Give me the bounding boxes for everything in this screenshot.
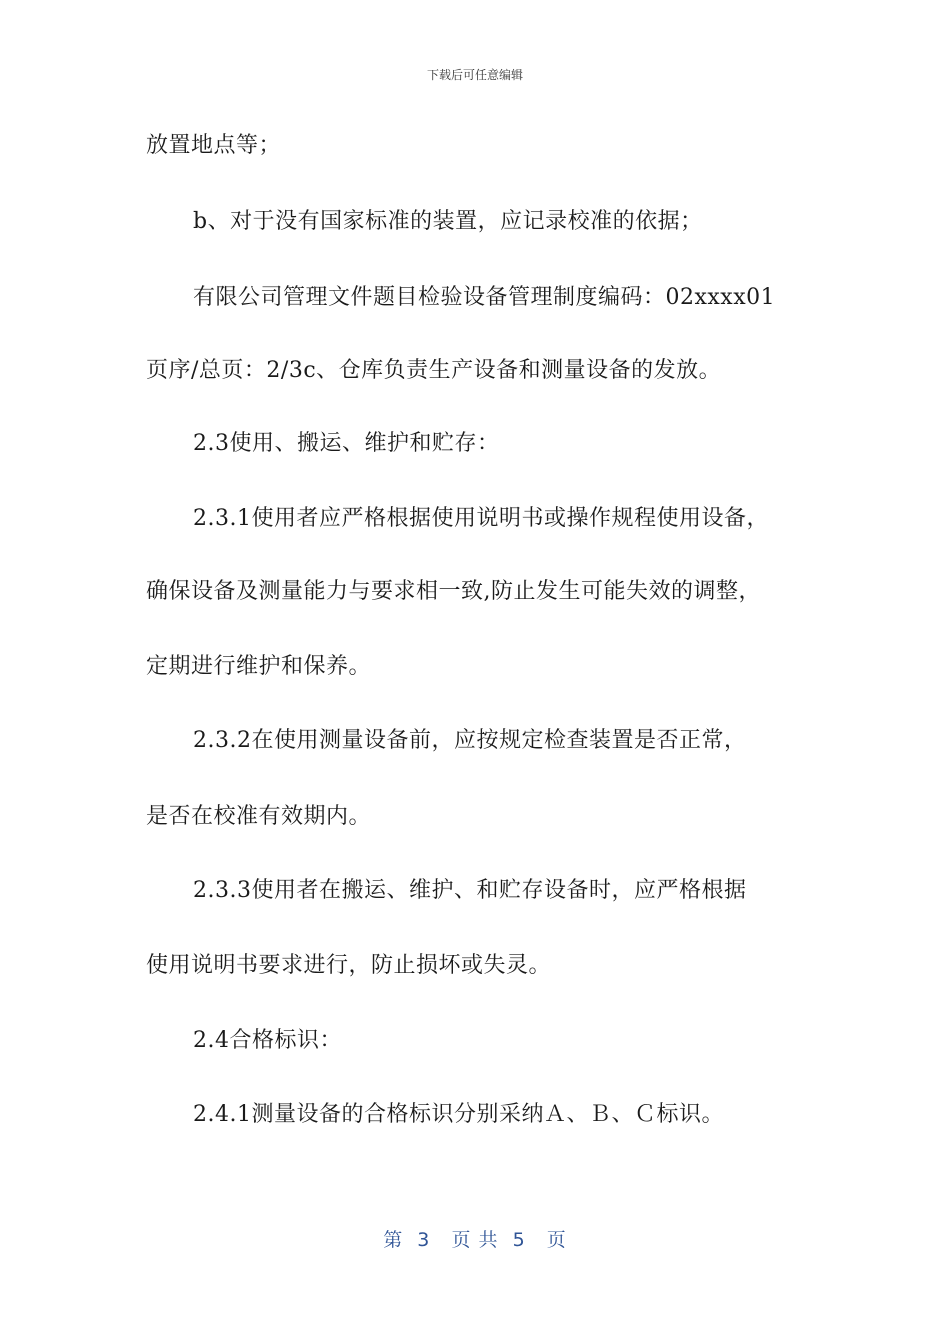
section-heading: 2.3使用、搬运、维护和贮存：: [193, 431, 500, 456]
body-line: 2.3.2在使用测量设备前，应按规定检查装置是否正常，: [193, 728, 747, 753]
body-line: 有限公司管理文件题目检验设备管理制度编码：02xxxx01: [193, 285, 776, 310]
page-number-footer: 第 3 页 共 5 页: [383, 1229, 567, 1251]
body-line: 是否在校准有效期内。: [146, 804, 372, 829]
body-line: b、对于没有国家标准的装置，应记录校准的依据；: [193, 209, 703, 234]
body-line: 放置地点等；: [146, 133, 282, 158]
body-line: 使用说明书要求进行，防止损坏或失灵。: [146, 953, 552, 978]
body-line: 2.4.1测量设备的合格标识分别采纳Ａ、Ｂ、Ｃ标识。: [193, 1102, 724, 1127]
body-line: 2.3.1使用者应严格根据使用说明书或操作规程使用设备，: [193, 506, 769, 531]
body-line: 确保设备及测量能力与要求相一致,防止发生可能失效的调整，: [146, 579, 761, 604]
header-note: 下载后可任意编辑: [426, 68, 523, 82]
body-line: 2.3.3使用者在搬运、维护、和贮存设备时，应严格根据: [193, 878, 747, 903]
body-line: 页序/总页：2/3c、仓库负责生产设备和测量设备的发放。: [146, 358, 722, 383]
body-line: 定期进行维护和保养。: [146, 654, 372, 679]
section-heading: 2.4合格标识：: [193, 1028, 342, 1053]
